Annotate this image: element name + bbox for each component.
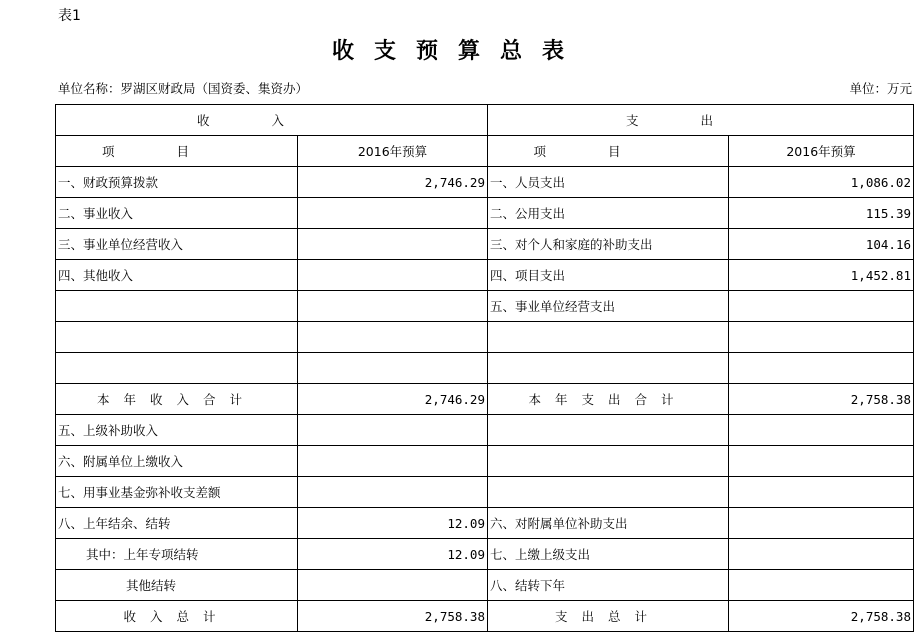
expense-value: [729, 477, 914, 508]
income-item: 二、事业收入: [56, 198, 298, 229]
income-item: 一、财政预算拨款: [56, 167, 298, 198]
table-row: [56, 601, 914, 632]
table-row: [56, 198, 914, 229]
income-value: [298, 229, 488, 260]
income-value: 2,746.29: [298, 384, 488, 415]
expense-value: [729, 570, 914, 601]
header-row-columns: [56, 136, 914, 167]
income-item: 五、上级补助收入: [56, 415, 298, 446]
income-value: [298, 260, 488, 291]
income-item: 四、其他收入: [56, 260, 298, 291]
expense-value: 2,758.38: [729, 601, 914, 632]
expense-budget-header: 2016年预算: [729, 136, 914, 167]
income-value: 12.09: [298, 508, 488, 539]
income-value: [298, 415, 488, 446]
income-value: [298, 291, 488, 322]
table-row: [56, 508, 914, 539]
table-row: [56, 229, 914, 260]
expense-item: [488, 322, 729, 353]
income-value: 12.09: [298, 539, 488, 570]
income-item: 其他结转: [56, 570, 298, 601]
header-row-group: [56, 105, 914, 136]
income-item: 七、用事业基金弥补收支差额: [56, 477, 298, 508]
income-item: 收入总计: [56, 601, 298, 632]
table-row: [56, 353, 914, 384]
expense-value: 1,086.02: [729, 167, 914, 198]
income-value: [298, 322, 488, 353]
expense-value: [729, 415, 914, 446]
page-title: 收支预算总表: [331, 38, 584, 64]
expense-item: 八、结转下年: [488, 570, 729, 601]
expense-value: 2,758.38: [729, 384, 914, 415]
expense-value: [729, 291, 914, 322]
table-row: [56, 291, 914, 322]
income-item: [56, 322, 298, 353]
income-header: 收入: [56, 105, 488, 136]
expense-item: 六、对附属单位补助支出: [488, 508, 729, 539]
table-row: [56, 477, 914, 508]
expense-item: 五、事业单位经营支出: [488, 291, 729, 322]
income-value: 2,746.29: [298, 167, 488, 198]
income-budget-header: 2016年预算: [298, 136, 488, 167]
table-row: [56, 384, 914, 415]
income-item: 其中：上年专项结转: [56, 539, 298, 570]
expense-value: [729, 322, 914, 353]
expense-value: 1,452.81: [729, 260, 914, 291]
table-row: [56, 415, 914, 446]
expense-item: [488, 446, 729, 477]
expense-item-header: 项目: [488, 136, 729, 167]
income-value: [298, 353, 488, 384]
income-value: [298, 477, 488, 508]
table-row: [56, 570, 914, 601]
income-value: 2,758.38: [298, 601, 488, 632]
income-value: [298, 446, 488, 477]
expense-value: 104.16: [729, 229, 914, 260]
income-item: 本年收入合计: [56, 384, 298, 415]
expense-item: [488, 415, 729, 446]
income-item: [56, 353, 298, 384]
income-item-header: 项目: [56, 136, 298, 167]
expense-item: 支出总计: [488, 601, 729, 632]
income-item: 六、附属单位上缴收入: [56, 446, 298, 477]
expense-item: [488, 477, 729, 508]
expense-item: 二、公用支出: [488, 198, 729, 229]
income-item: [56, 291, 298, 322]
income-item: 三、事业单位经营收入: [56, 229, 298, 260]
table-row: [56, 167, 914, 198]
expense-value: [729, 353, 914, 384]
table-row: [56, 322, 914, 353]
expense-value: [729, 539, 914, 570]
expense-item: 一、人员支出: [488, 167, 729, 198]
budget-table: [55, 104, 914, 632]
expense-item: 七、上缴上级支出: [488, 539, 729, 570]
expense-value: 115.39: [729, 198, 914, 229]
expense-header: 支出: [488, 105, 914, 136]
expense-item: 本年支出合计: [488, 384, 729, 415]
income-value: [298, 198, 488, 229]
table-row: [56, 539, 914, 570]
table-row: [56, 446, 914, 477]
income-value: [298, 570, 488, 601]
expense-value: [729, 508, 914, 539]
unit-name: 单位名称：罗湖区财政局（国资委、集资办）: [58, 81, 309, 96]
income-item: 八、上年结余、结转: [56, 508, 298, 539]
expense-item: [488, 353, 729, 384]
expense-value: [729, 446, 914, 477]
table-row: [56, 260, 914, 291]
unit-label: 单位：万元: [849, 81, 912, 96]
table-tag: 表1: [58, 8, 81, 24]
expense-item: 四、项目支出: [488, 260, 729, 291]
expense-item: 三、对个人和家庭的补助支出: [488, 229, 729, 260]
